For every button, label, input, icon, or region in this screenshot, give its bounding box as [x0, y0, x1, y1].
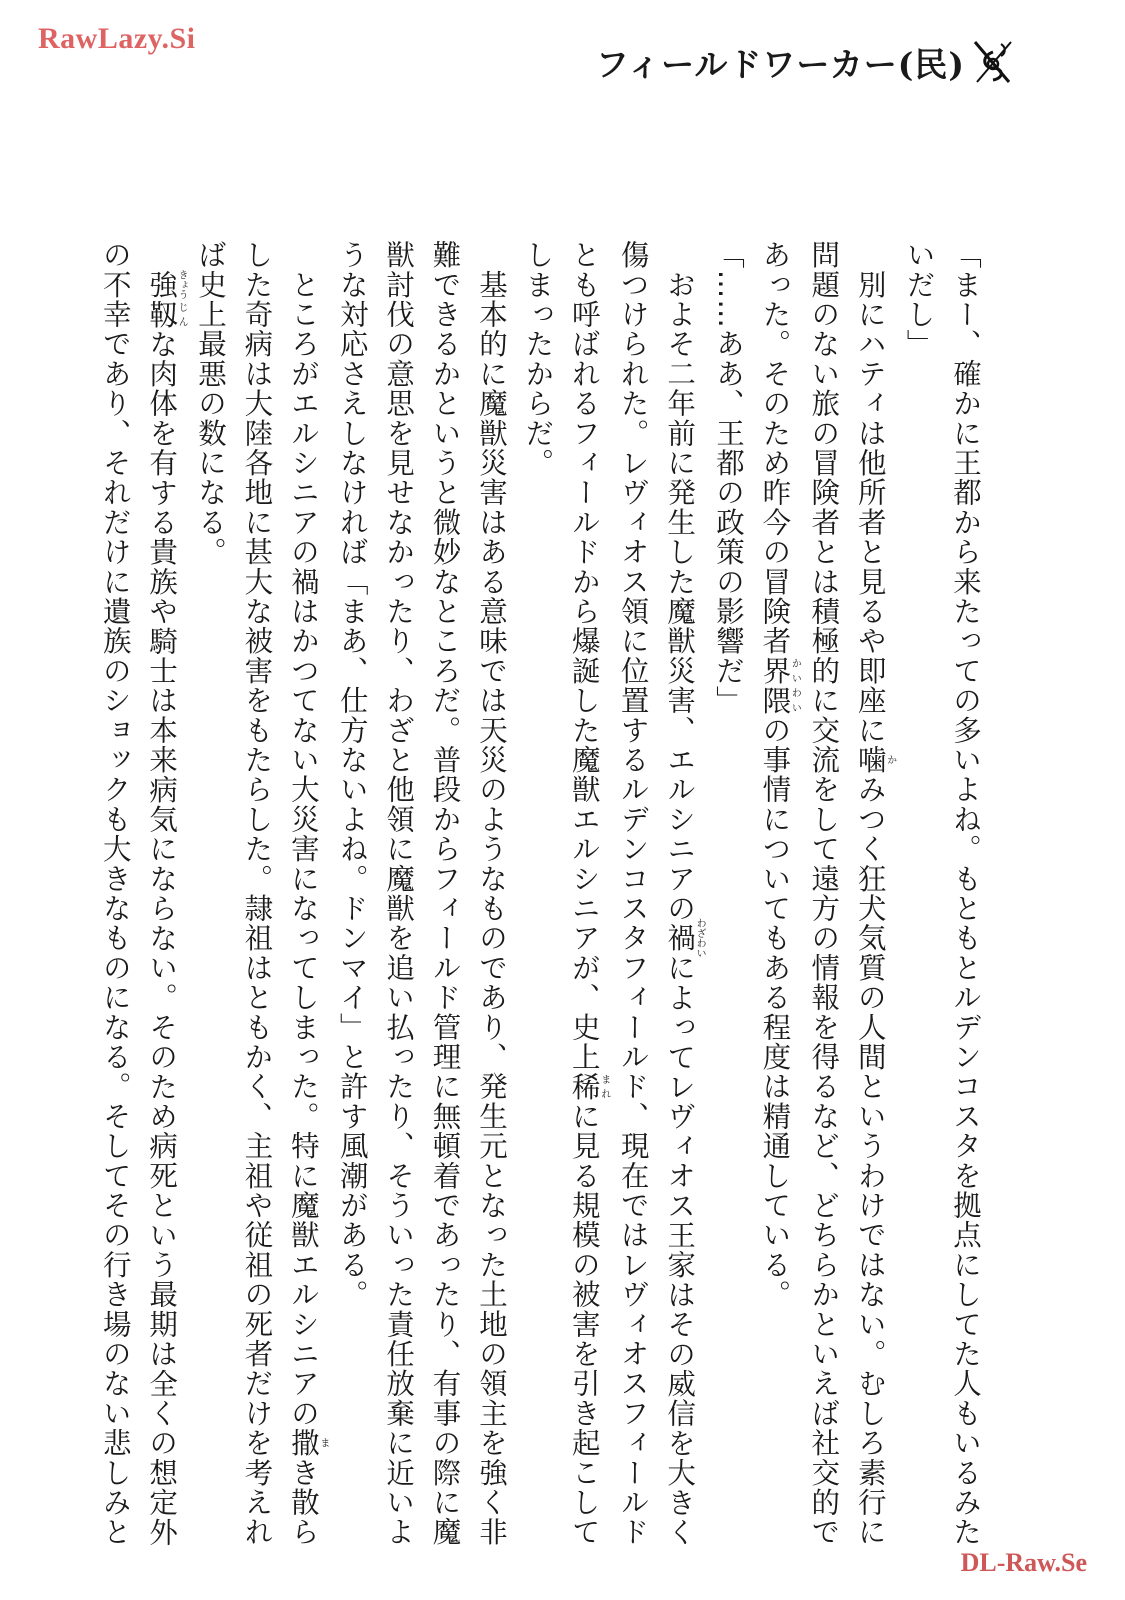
text-segment: な肉体を有する貴族や騎士は本来病気にならない。そのため病死という最期は全くの想定外: [145, 329, 179, 1547]
text-segment: に見る規模の被害を引き起こして: [567, 1101, 601, 1547]
text-column: [705, 240, 751, 1450]
watermark-top: RawLazy.Si: [38, 22, 196, 55]
furigana: かいわい: [789, 655, 801, 716]
text-segment: 問題のない旅の冒険者とは積極的に交流をして遠方の情報を得るなど、どちらかといえば社交的で: [807, 240, 841, 1547]
text-segment: 獣討伐の意思を見せなかったり、わざと他領に魔獣を追い払ったり、そういった責任放棄に近いよ: [382, 240, 416, 1547]
text-segment: みつく狂犬気質の人間というわけではない。むしろ素行に: [853, 774, 887, 1547]
text-segment: とも呼ばれるフィールドから爆誕した魔獣エルシニアが、史上: [567, 240, 601, 1072]
text-segment: によってレヴィオス王家はその威信を大きく: [663, 953, 697, 1548]
text-column: [560, 240, 610, 1547]
furigana: わざわい: [694, 918, 706, 959]
text-segment: いだし」: [902, 240, 936, 359]
text-segment: 難できるかというと微妙なところだ。普段からフィールド管理に無頓着であったり、有事の際に魔: [428, 240, 462, 1547]
text-column: [468, 240, 514, 1547]
text-segment: の不幸であり、それだけに遺族のショックも大きなものになる。そしてその行き場のない悲しみと: [98, 240, 132, 1547]
ruby-word: 靱じん: [145, 299, 188, 330]
text-segment: ば史上最悪の数になる。: [194, 240, 227, 567]
ruby-word: 強きょう: [145, 269, 188, 300]
text-segment: 別にハティは他所者と見るや即座に: [853, 240, 887, 745]
text-segment: 「……ああ、王都の政策の影響だ」: [711, 240, 745, 716]
text-column: [609, 240, 655, 1547]
text-column: [91, 240, 137, 1547]
furigana: きょう: [176, 269, 188, 300]
text-column: [187, 240, 233, 1450]
text-column: [328, 240, 374, 1450]
ruby-word: 噛か: [853, 744, 896, 775]
text-column: [800, 240, 846, 1547]
text-column: [942, 240, 988, 1547]
text-segment: しまったからだ。: [521, 240, 555, 478]
furigana: か: [884, 744, 896, 775]
body-text: [91, 240, 988, 1548]
text-segment: [145, 240, 178, 270]
furigana: ま: [317, 1428, 329, 1458]
ruby-word: 撒ま: [286, 1428, 329, 1458]
crossed-sword-icon: [971, 38, 1015, 86]
text-segment: あった。そのため昨今の冒険者: [758, 240, 792, 656]
running-header: [596, 38, 1015, 86]
text-column: [279, 240, 329, 1547]
chapter-title: フィールドワーカー(民): [595, 44, 965, 84]
text-column: [514, 240, 560, 1450]
text-column: [375, 240, 421, 1547]
ruby-word: 禍わざわい: [663, 918, 706, 959]
text-column: [846, 240, 896, 1547]
text-segment: ところがエルシニアの禍はかつてない大災害になってしまった。特に魔獣エルシニアの: [286, 240, 320, 1428]
text-segment: およそ二年前に発生した魔獣災害、エルシニアの: [663, 240, 697, 924]
text-segment: の事情についてもある程度は精通している。: [758, 715, 792, 1310]
furigana: じん: [176, 299, 188, 330]
text-segment: 基本的に魔獣災害はある意味では天災のようなものであり、発生元となった土地の領主を強く非: [474, 240, 508, 1547]
text-column: [233, 240, 279, 1547]
text-column: [138, 240, 188, 1547]
text-segment: 「まー、確かに王都から来たっての多いよね。もともとルデンコスタを拠点にしてた人もいるみた: [949, 240, 982, 1547]
text-column: [751, 240, 800, 1450]
text-column: [895, 240, 941, 1450]
watermark-bottom: DL-Raw.Se: [960, 1548, 1087, 1577]
text-segment: き散ら: [286, 1457, 320, 1547]
text-column: [421, 240, 467, 1547]
ruby-word: 界隈かいわい: [758, 655, 801, 716]
text-segment: うな対応さえしなければ「まあ、仕方ないよね。ドンマイ」と許す風潮がある。: [335, 240, 369, 1310]
text-segment: した奇病は大陸各地に甚大な被害をもたらした。隷祖はともかく、主祖や従祖の死者だけを考えれ: [240, 240, 274, 1547]
furigana: まれ: [598, 1071, 610, 1102]
ruby-word: 稀まれ: [567, 1071, 610, 1102]
text-column: [656, 240, 706, 1548]
text-segment: 傷つけられた。レヴィオス領に位置するルデンコスタフィールド、現在ではレヴィオスフィールド: [616, 240, 650, 1547]
